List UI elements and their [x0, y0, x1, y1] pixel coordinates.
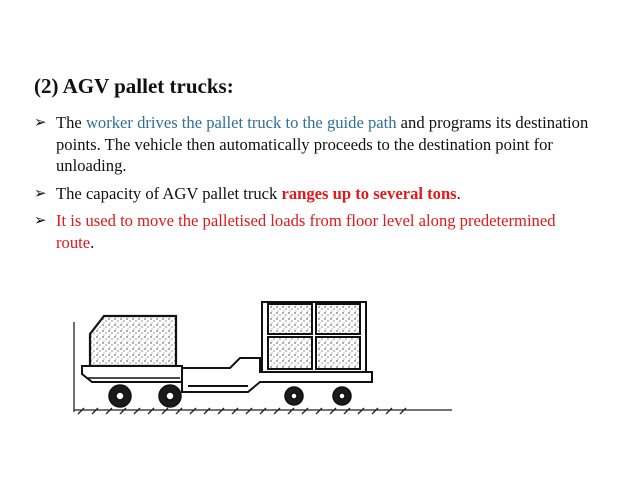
bullet-text-normal: and programs its destination points. The vehicle then automatically proceeds to the destination point for unloading.: [56, 113, 589, 175]
bullet-text-highlight-blue: worker drives the pallet truck to the guide path: [85, 113, 397, 132]
bullet-text-normal: .: [456, 183, 461, 203]
pallet-loads: [262, 302, 366, 372]
bullet-text-highlight-red: It is used to move the palletised loads from floor level along predetermined route: [56, 211, 556, 252]
slide-title: (2) AGV pallet trucks:: [34, 74, 234, 98]
bullet-item: [34, 112, 594, 177]
bullet-text-normal: The capacity of AGV pallet truck: [56, 183, 282, 203]
bullet-list: [34, 112, 594, 259]
arrow-bullet-icon: ➢: [34, 183, 47, 202]
bullet-text-normal: .: [90, 232, 95, 252]
arrow-bullet-icon: ➢: [34, 211, 47, 229]
bullet-item: [34, 210, 594, 253]
bullet-item: [34, 183, 594, 205]
agv-pallet-truck-illustration: [72, 282, 452, 422]
arrow-bullet-icon: ➢: [34, 113, 47, 131]
bullet-text-normal: The: [56, 113, 86, 132]
bullet-text-highlight-red-bold: ranges up to several tons: [281, 183, 457, 203]
truck-cab: [82, 316, 182, 382]
